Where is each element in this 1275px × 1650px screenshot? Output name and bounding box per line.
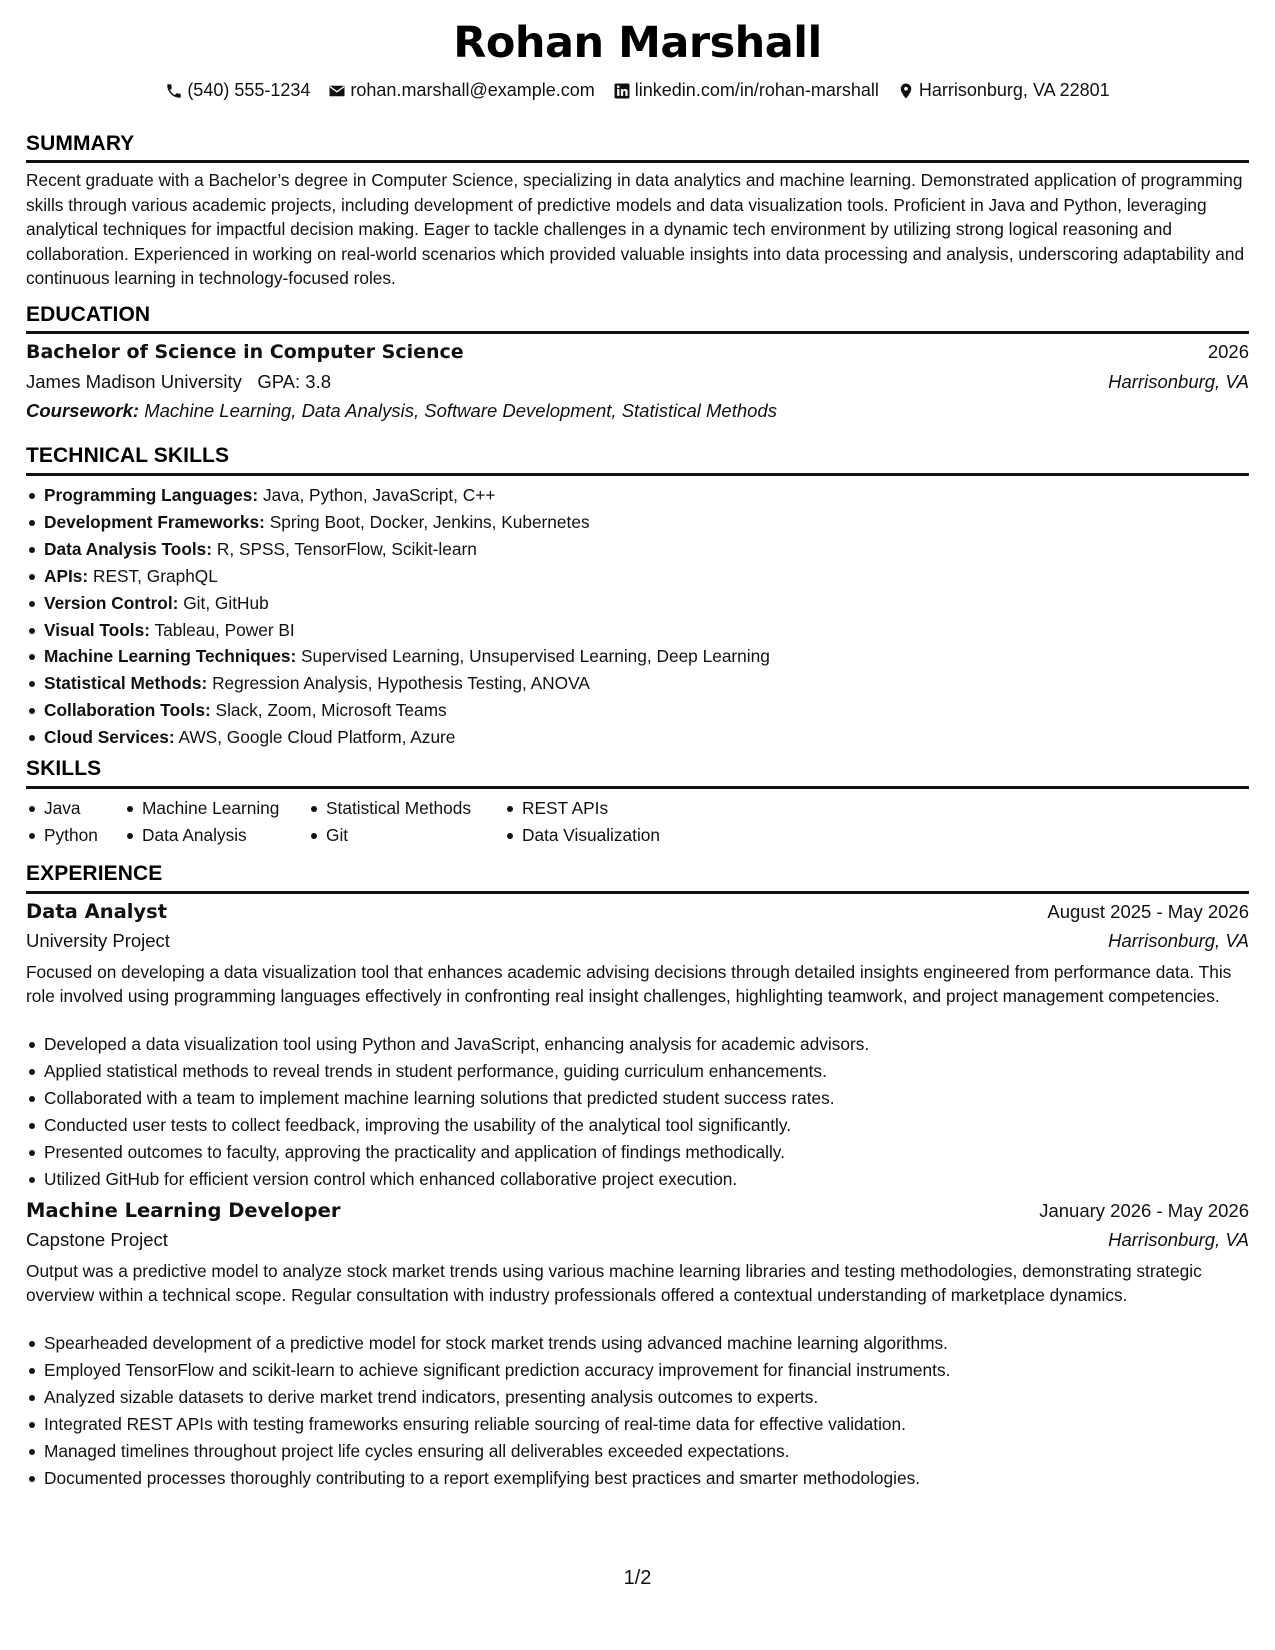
- contact-location: [897, 80, 1110, 101]
- skills-heading: SKILLS: [26, 757, 102, 780]
- skill-values: Git, GitHub: [183, 592, 269, 613]
- candidate-name: Rohan Marshall: [453, 18, 822, 68]
- coursework-list: Machine Learning, Data Analysis, Software Development, Statistical Methods: [144, 400, 777, 421]
- skills-divider: [26, 786, 1249, 789]
- job-bullets: [26, 1031, 1249, 1192]
- skill-category: Machine Learning Techniques:: [44, 646, 297, 667]
- degree-title: Bachelor of Science in Computer Science: [26, 341, 464, 363]
- summary-heading: SUMMARY: [26, 132, 135, 155]
- job-bullet: Managed timelines throughout project life cycles ensuring all deliverables exceeded expectations.: [26, 1438, 1249, 1465]
- job-org-row: [26, 1229, 1249, 1251]
- education-school-row: [26, 371, 1249, 393]
- phone-text: (540) 555-1234: [187, 80, 311, 100]
- job-bullets: [26, 1330, 1249, 1491]
- skill-item: Statistical Methods: [308, 795, 471, 822]
- job-bullet: Integrated REST APIs with testing frameworks ensuring reliable sourcing of real-time data for effective validation.: [26, 1411, 1249, 1438]
- job-bullet: Spearheaded development of a predictive model for stock market trends using advanced machine learning algorithms.: [26, 1330, 1249, 1357]
- skill-item: Git: [308, 822, 471, 849]
- skill-category: Collaboration Tools:: [44, 700, 211, 721]
- skill-values: Spring Boot, Docker, Jenkins, Kubernetes: [269, 511, 590, 532]
- job-bullet: Utilized GitHub for efficient version control which enhanced collaborative project execution.: [26, 1166, 1249, 1193]
- skill-values: Regression Analysis, Hypothesis Testing, ANOVA: [212, 673, 590, 694]
- map-pin-icon: [897, 82, 915, 100]
- technical-skill-item: [26, 590, 1249, 617]
- contact-phone[interactable]: [165, 80, 310, 101]
- skill-category: Development Frameworks:: [44, 511, 265, 532]
- skill-category: Version Control:: [44, 592, 179, 613]
- education-heading: EDUCATION: [26, 303, 151, 326]
- skill-item: Data Analysis: [124, 822, 279, 849]
- skill-values: AWS, Google Cloud Platform, Azure: [178, 727, 456, 748]
- job-org: University Project: [26, 930, 170, 951]
- skills-column: [504, 795, 660, 848]
- education-degree-row: [26, 341, 1249, 363]
- job-location: Harrisonburg, VA: [1108, 930, 1249, 951]
- job-header-row: [26, 1199, 1249, 1222]
- school-line: [26, 371, 331, 393]
- job-dates: August 2025 - May 2026: [1047, 901, 1249, 922]
- skill-values: Tableau, Power BI: [154, 619, 295, 640]
- technical-skill-item: [26, 617, 1249, 644]
- skills-column: [308, 795, 471, 848]
- job-bullet: Presented outcomes to faculty, approving the practicality and application of findings methodically.: [26, 1139, 1249, 1166]
- job-bullet: Collaborated with a team to implement machine learning solutions that predicted student success rates.: [26, 1085, 1249, 1112]
- education-divider: [26, 331, 1249, 334]
- skill-values: Slack, Zoom, Microsoft Teams: [215, 700, 447, 721]
- skill-category: Cloud Services:: [44, 727, 175, 748]
- skill-category: APIs:: [44, 565, 89, 586]
- contact-email[interactable]: [328, 80, 594, 101]
- summary-text: Recent graduate with a Bachelor’s degree in Computer Science, specializing in data analytics and machine learning. Demonstrated application of programming skills through various academic projects, including development of predictive models and data visualization tools. Proficient in Java and Python, leveraging analytical techniques for impactful decision making. Eager to tackle challenges in a dynamic tech environment by utilizing strong logical reasoning and collaboration. Experienced in working on real-world scenarios which provided valuable insights into data processing and analysis, underscoring adaptability and continuous learning in technology-focused roles.: [26, 170, 1245, 288]
- location-text: Harrisonburg, VA 22801: [918, 80, 1110, 100]
- skill-category: Statistical Methods:: [44, 673, 208, 694]
- job-bullet: Employed TensorFlow and scikit-learn to achieve significant prediction accuracy improvement for financial instruments.: [26, 1357, 1249, 1384]
- job-location: Harrisonburg, VA: [1108, 1229, 1249, 1250]
- technical-skill-item: [26, 670, 1249, 697]
- envelope-icon: [328, 82, 346, 100]
- skill-item: REST APIs: [504, 795, 660, 822]
- technical-skill-item: [26, 509, 1249, 536]
- coursework-line: [26, 400, 1249, 422]
- skill-item: Data Visualization: [504, 822, 660, 849]
- linkedin-icon: [613, 82, 631, 100]
- skill-values: Java, Python, JavaScript, C++: [262, 485, 496, 505]
- contact-bar: [26, 80, 1249, 101]
- skill-item: Python: [26, 822, 98, 849]
- page-number: 1/2: [623, 1567, 652, 1589]
- job-dates: January 2026 - May 2026: [1039, 1200, 1249, 1221]
- job-header-row: [26, 900, 1249, 923]
- skill-values: Supervised Learning, Unsupervised Learning, Deep Learning: [301, 646, 770, 667]
- skills-column: [26, 795, 98, 848]
- contact-linkedin[interactable]: [613, 80, 879, 101]
- school-name: James Madison University: [26, 371, 242, 392]
- job-bullet: Analyzed sizable datasets to derive market trend indicators, presenting analysis outcomes to experts.: [26, 1384, 1249, 1411]
- linkedin-text: linkedin.com/in/rohan-marshall: [634, 80, 879, 100]
- job-bullet: Applied statistical methods to reveal trends in student performance, guiding curriculum enhancements.: [26, 1058, 1249, 1085]
- summary-divider: [26, 160, 1249, 163]
- skills-column: [124, 795, 279, 848]
- graduation-year: 2026: [1207, 341, 1249, 362]
- experience-heading: EXPERIENCE: [26, 862, 163, 885]
- job-description: Output was a predictive model to analyze stock market trends using various machine learning libraries and testing methodologies, demonstrating strategic overview within a technical scope. Regular consultation with industry professionals offered a contextual understanding of marketplace dynamics.: [26, 1261, 1202, 1305]
- school-location: Harrisonburg, VA: [1108, 371, 1249, 392]
- technical-skill-item: [26, 697, 1249, 724]
- technical-skill-item: [26, 563, 1249, 590]
- email-text: rohan.marshall@example.com: [350, 80, 595, 100]
- phone-icon: [165, 82, 183, 100]
- technical-skills-heading: TECHNICAL SKILLS: [26, 444, 230, 467]
- job-title: Data Analyst: [26, 900, 168, 923]
- gpa: GPA: 3.8: [257, 371, 332, 392]
- experience-divider: [26, 891, 1249, 894]
- job-bullet: Conducted user tests to collect feedback, improving the usability of the analytical tool significantly.: [26, 1112, 1249, 1139]
- coursework-label: Coursework:: [26, 400, 140, 421]
- skill-category: Data Analysis Tools:: [44, 538, 213, 559]
- skill-item: Java: [26, 795, 98, 822]
- job-bullet: Developed a data visualization tool using Python and JavaScript, enhancing analysis for academic advisors.: [26, 1031, 1249, 1058]
- technical-skill-item: [26, 536, 1249, 563]
- job-title: Machine Learning Developer: [26, 1199, 341, 1222]
- skill-item: Machine Learning: [124, 795, 279, 822]
- skill-category: Visual Tools:: [44, 619, 150, 640]
- job-org-row: [26, 930, 1249, 952]
- skill-category: Programming Languages:: [44, 485, 259, 505]
- skill-values: REST, GraphQL: [93, 565, 218, 586]
- job-bullet: Documented processes thoroughly contributing to a report exemplifying best practices and smarter methodologies.: [26, 1465, 1249, 1492]
- technical-skills-divider: [26, 473, 1249, 476]
- technical-skill-item: [26, 482, 1249, 509]
- technical-skills-list: [26, 482, 1249, 751]
- technical-skill-item: [26, 724, 1249, 751]
- technical-skill-item: [26, 643, 1249, 670]
- skill-values: R, SPSS, TensorFlow, Scikit-learn: [216, 538, 477, 559]
- job-org: Capstone Project: [26, 1229, 168, 1250]
- job-description: Focused on developing a data visualization tool that enhances academic advising decisions through detailed insights engineered from performance data. This role involved using programming languages effectively in confronting real insight challenges, highlighting teamwork, and project management competencies.: [26, 962, 1232, 1006]
